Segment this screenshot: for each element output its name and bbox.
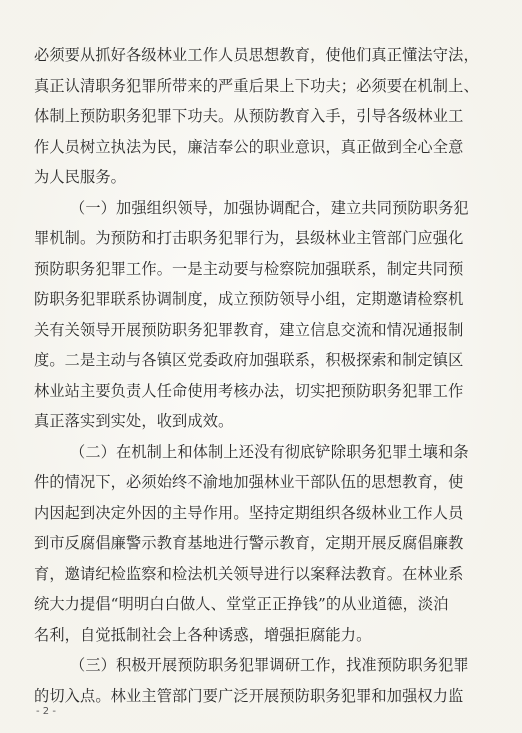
text-line: 体制上预防职务犯罪下功夫。从预防教育入手，引导各级林业工 xyxy=(34,107,464,125)
text-line: 育，邀请纪检监察和检法机关领导进行以案释法教育。在林业系 xyxy=(34,564,464,583)
text-line: 必须要从抓好各级林业工作人员思想教育，使他们真正懂法守法， xyxy=(34,46,479,64)
text-line: 作人员树立执法为民，廉洁奉公的职业意识，真正做到全心全意 xyxy=(34,137,464,156)
text-line: 名利，自觉抵制社会上各种诱惑，增强拒腐能力。 xyxy=(34,625,372,644)
page-number: - 2 - xyxy=(36,706,56,717)
text-line: （一）加强组织领导，加强协调配合，建立共同预防职务犯 xyxy=(70,198,469,217)
text-line: 为人民服务。 xyxy=(34,168,127,186)
text-line: 到市反腐倡廉警示教育基地进行警示教育，定期开展反腐倡廉教 xyxy=(34,534,464,552)
text-line: 罪机制。为预防和打击职务犯罪行为，县级林业主管部门应强化 xyxy=(34,229,464,247)
text-line: 件的情况下，必须始终不渝地加强林业干部队伍的思想教育，使 xyxy=(34,473,464,491)
text-line: 关有关领导开展预防职务犯罪教育，建立信息交流和情况通报制 xyxy=(34,320,464,339)
document-body xyxy=(34,40,494,711)
text-line: 真正落实到实处，收到成效。 xyxy=(34,412,234,430)
text-line: 内因起到决定外因的主导作用。坚持定期组织各级林业工作人员 xyxy=(34,503,464,522)
text-line: 统大力提倡“明明白白做人、堂堂正正挣钱”的从业道德，淡泊 xyxy=(34,595,449,613)
text-line: （二）在机制上和体制上还没有彻底铲除职务犯罪土壤和条 xyxy=(70,442,469,461)
text-line: 预防职务犯罪工作。一是主动要与检察院加强联系，制定共同预 xyxy=(34,259,464,278)
text-line: 林业站主要负责人任命使用考核办法，切实把预防职务犯罪工作 xyxy=(34,381,464,400)
text-line: 防职务犯罪联系协调制度，成立预防领导小组，定期邀请检察机 xyxy=(34,290,464,308)
text-line: 度。二是主动与各镇区党委政府加强联系，积极探索和制定镇区 xyxy=(34,351,464,369)
text-line: 的切入点。林业主管部门要广泛开展预防职务犯罪和加强权力监 xyxy=(34,686,464,705)
text-line: 真正认清职务犯罪所带来的严重后果上下功夫；必须要在机制上、 xyxy=(34,76,479,95)
text-line: （三）积极开展预防职务犯罪调研工作，找准预防职务犯罪 xyxy=(70,656,469,674)
